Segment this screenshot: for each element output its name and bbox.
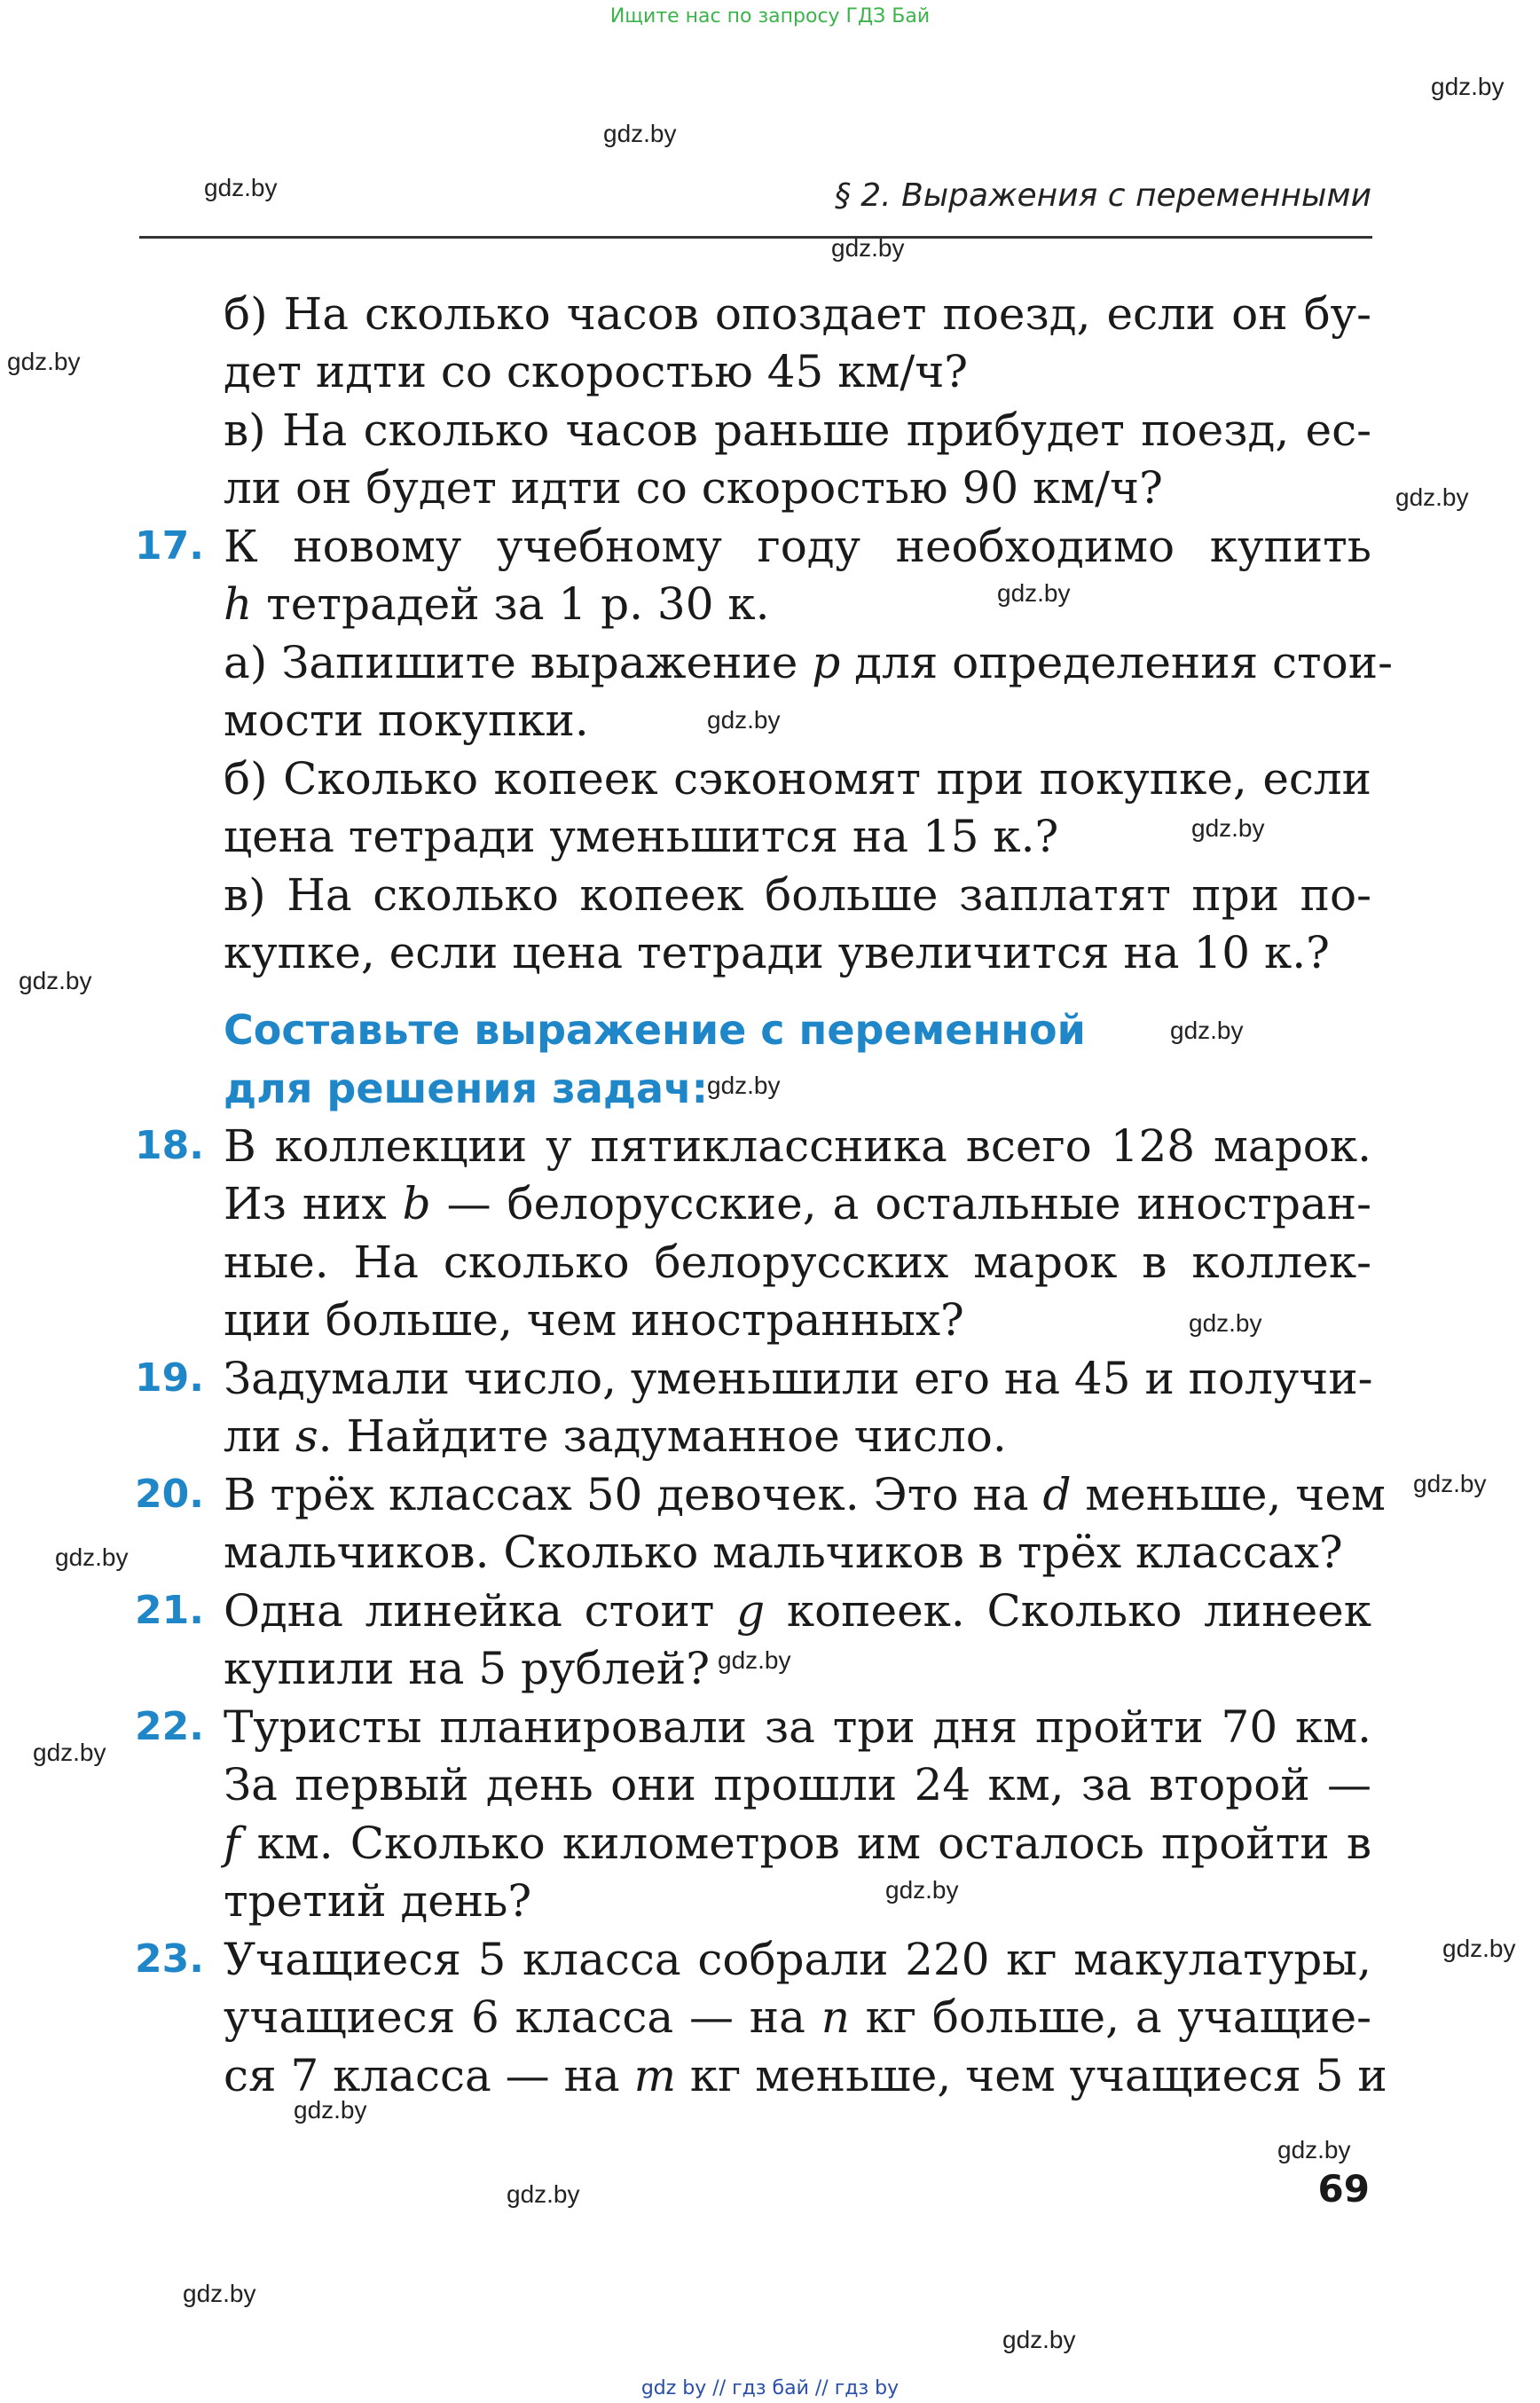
watermark: gdz.by <box>1395 483 1469 511</box>
watermark: gdz.by <box>603 120 677 147</box>
watermark: gdz.by <box>997 579 1071 607</box>
text-line: дет идти со скоростью 45 км/ч? <box>224 346 969 397</box>
text-line: К новому учебному году необходимо купить <box>224 521 1371 572</box>
text-line: цена тетради уменьшится на 15 к.? <box>224 811 1059 862</box>
text-line: Из них b — белорусские, а остальные иностран- <box>224 1178 1371 1229</box>
section-title: § 2. Выражения с переменными <box>834 177 1371 214</box>
text-line: Задумали число, уменьшили его на 45 и получи- <box>224 1353 1373 1404</box>
watermark: gdz.by <box>19 967 92 994</box>
task-number-22: 22. <box>135 1704 204 1749</box>
watermark: gdz.by <box>55 1543 129 1571</box>
watermark: gdz.by <box>885 1876 959 1904</box>
watermark: gdz.by <box>507 2180 580 2208</box>
text-line: ции больше, чем иностранных? <box>224 1294 964 1346</box>
watermark: gdz.by <box>1002 2326 1076 2353</box>
watermark: gdz.by <box>1413 1470 1487 1497</box>
watermark: gdz.by <box>33 1739 106 1766</box>
task-number-17: 17. <box>135 523 204 569</box>
text-line: ли s. Найдите задуманное число. <box>224 1410 1007 1462</box>
watermark: gdz.by <box>1431 73 1505 100</box>
text-line: Учащиеся 5 класса собрали 220 кг макулатуры, <box>224 1934 1371 1985</box>
watermark: gdz.by <box>831 234 905 262</box>
text-line: ся 7 класса — на m кг меньше, чем учащиеся 5 и <box>224 2050 1387 2101</box>
watermark: gdz.by <box>718 1646 791 1674</box>
bottom-banner: gdz by // гдз бай // гдз by <box>640 2377 900 2399</box>
text-line: учащиеся 6 класса — на n кг больше, а учащие- <box>224 1991 1371 2043</box>
task-number-20: 20. <box>135 1472 204 1517</box>
variable-b: b <box>402 1178 431 1229</box>
text-line: б) Сколько копеек сэкономят при покупке, если <box>224 753 1371 805</box>
text-line: Туристы планировали за три дня пройти 70 км. <box>224 1701 1371 1753</box>
watermark: gdz.by <box>707 1072 781 1099</box>
watermark: gdz.by <box>1189 1309 1262 1337</box>
watermark: gdz.by <box>707 706 781 734</box>
text-line: ли он будет идти со скоростью 90 км/ч? <box>224 462 1163 514</box>
variable-g: g <box>736 1585 766 1637</box>
task-number-19: 19. <box>135 1355 204 1401</box>
watermark: gdz.by <box>1442 1935 1516 1962</box>
watermark: gdz.by <box>1170 1017 1244 1044</box>
variable-m: m <box>633 2050 677 2101</box>
variable-n: n <box>821 1991 850 2043</box>
header-divider <box>139 236 1372 239</box>
text-line: мости покупки. <box>224 695 589 746</box>
text-line: h тетрадей за 1 р. 30 к. <box>224 578 770 630</box>
text-line: б) На сколько часов опоздает поезд, если он бу- <box>224 288 1371 340</box>
text-line: В коллекции у пятиклассника всего 128 марок. <box>224 1120 1371 1172</box>
text-line: в) На сколько часов раньше прибудет поезд, ес- <box>224 404 1371 456</box>
task-number-23: 23. <box>135 1936 204 1982</box>
watermark: gdz.by <box>183 2280 256 2307</box>
text-line: купили на 5 рублей? <box>224 1643 711 1694</box>
variable-p: p <box>812 637 841 688</box>
text-line: купке, если цена тетради увеличится на 10 к.? <box>224 927 1330 978</box>
watermark: gdz.by <box>1277 2136 1351 2163</box>
page-number: 69 <box>1317 2167 1370 2211</box>
text-line: а) Запишите выражение p для определения стои- <box>224 637 1393 688</box>
variable-d: d <box>1042 1469 1072 1520</box>
instruction-heading: Составьте выражение с переменной <box>224 1006 1086 1054</box>
text-line: третий день? <box>224 1875 532 1927</box>
text-line: мальчиков. Сколько мальчиков в трёх классах? <box>224 1527 1343 1578</box>
text-line: f км. Сколько километров им осталось пройти в <box>224 1818 1371 1869</box>
top-banner: Ищите нас по запросу ГДЗ Бай <box>609 5 931 27</box>
task-number-18: 18. <box>135 1123 204 1168</box>
text-line: в) На сколько копеек больше заплатят при по- <box>224 869 1371 921</box>
watermark: gdz.by <box>294 2096 367 2124</box>
text-line: За первый день они прошли 24 км, за второй — <box>224 1759 1371 1810</box>
watermark: gdz.by <box>7 348 81 375</box>
instruction-heading: для решения задач: <box>224 1064 709 1112</box>
variable-h: h <box>224 578 253 630</box>
text-line: Одна линейка стоит g копеек. Сколько линеек <box>224 1585 1371 1637</box>
task-number-21: 21. <box>135 1588 204 1633</box>
watermark: gdz.by <box>204 174 278 201</box>
text-line: В трёх классах 50 девочек. Это на d меньше, чем <box>224 1469 1386 1520</box>
variable-s: s <box>295 1410 318 1462</box>
text-line: ные. На сколько белорусских марок в коллек- <box>224 1237 1371 1288</box>
variable-f: f <box>224 1818 240 1869</box>
watermark: gdz.by <box>1191 814 1265 842</box>
